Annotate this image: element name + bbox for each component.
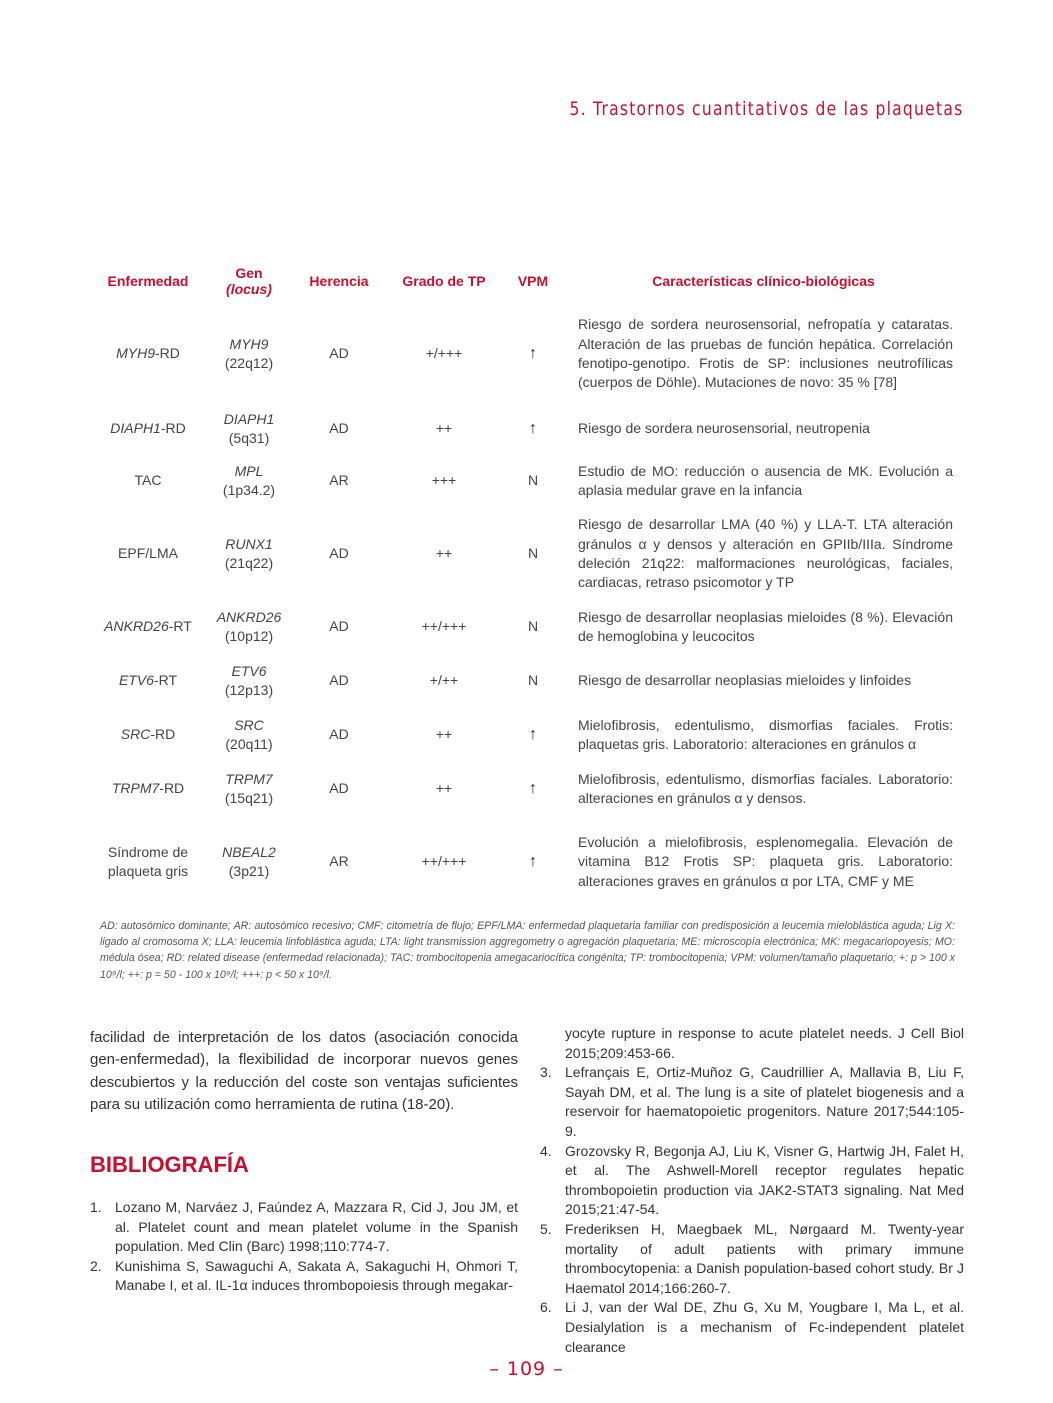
header-gene: Gen (locus)	[226, 265, 272, 297]
disease-suffix: -RD	[159, 780, 185, 797]
bibliography-heading: BIBLIOGRAFÍA	[90, 1152, 249, 1177]
gene-locus: (3p21)	[228, 863, 270, 879]
chapter-title: 5. Trastornos cuantitativos de las plaquetas	[569, 98, 963, 120]
table-footnote: AD: autosómico dominante; AR: autosómico recesivo; CMF: citometría de flujo; EPF/LMA: enfermedad plaquetaria familiar con predisposición a leucemia mieloblástica aguda; Lig X: ligado al cromosoma X; LLA: leucemia linfoblástica aguda; LTA: light transmission aggregometry o agregación plaquetaria; ME: microscopía electrónica; MK: megacariopoyesis; MO: médula ósea; RD: related disease (enfermedad relacionada); TAC: trombocitopenia amegacariocítica congénita; TP: trombocitopenia; VPM: volumen/tamaño plaquetario; +: p > 100 x 10⁹/l; ++: p = 50 - 100 x 10⁹/l; +++: p < 50 x 10⁹/l.	[100, 920, 955, 981]
vpm-cell: ↑	[529, 726, 537, 744]
vpm-cell: N	[527, 472, 539, 489]
gene-name: RUNX1	[225, 535, 273, 552]
tp-grade-cell: ++	[435, 420, 453, 437]
gene-cell	[206, 654, 292, 708]
reference-item	[90, 1198, 518, 1257]
inheritance-cell: AD	[329, 345, 349, 362]
disease-suffix: TAC	[134, 472, 162, 489]
gene-cell	[206, 708, 292, 762]
disease-table	[90, 258, 963, 908]
reference-text: Lozano M, Narváez J, Faúndez A, Mazzara R, Cid J, Jou JM, et al. Platelet count and mean platelet volume in the Spanish population. Med Clin (Barc) 1998;110:774-7.	[115, 1199, 518, 1255]
gene-name: DIAPH1	[223, 410, 275, 427]
header-inheritance: Herencia	[309, 273, 369, 289]
tp-grade-cell: +++	[431, 472, 457, 489]
gene-cell	[206, 304, 292, 404]
reference-item	[90, 1257, 518, 1296]
reference-number: 2.	[90, 1257, 102, 1274]
reference-number: 4.	[540, 1142, 552, 1159]
disease-cell	[90, 708, 206, 762]
gene-name: SRC	[234, 716, 264, 733]
gene-locus: (10p12)	[224, 628, 274, 644]
reference-text: Li J, van der Wal DE, Zhu G, Xu M, Yougbare I, Ma L, et al. Desialylation is a mechanism of Fc-independent platelet clearance	[565, 1299, 964, 1355]
gene-locus: (15q21)	[224, 790, 274, 806]
reference-item	[540, 1298, 964, 1357]
reference-text: Lefrançais E, Ortiz-Muñoz G, Caudrillier A, Mallavia B, Liu F, Sayah DM, et al. The lung is a site of platelet biogenesis and a reservoir for haematopoietic progenitors. Nature 2017;544:105-9.	[565, 1064, 964, 1139]
header-tp-grade: Grado de TP	[402, 273, 486, 289]
references-right-column	[540, 1024, 964, 1357]
table-row	[90, 762, 963, 816]
body-paragraph: facilidad de interpretación de los datos (asociación conocida gen-enfermedad), la flexibilidad de incorporar nuevos genes descubiertos y la reducción del coste son ventajas suficientes para su utilización como herramienta de rutina (18-20).	[90, 1029, 518, 1114]
table-row	[90, 454, 963, 508]
reference-text: Grozovsky R, Begonja AJ, Liu K, Visner G, Hartwig JH, Falet H, et al. The Ashwell-Morell receptor regulates hepatic thrombopoietin production via JAK2-STAT3 signaling. Nat Med 2015;21:47-54.	[565, 1142, 964, 1218]
table-row	[90, 654, 963, 708]
reference-item	[540, 1142, 964, 1220]
reference-number: 5.	[540, 1220, 552, 1237]
features-cell: Mielofibrosis, edentulismo, dismorfias faciales. Laboratorio: alteraciones en gránulos α y densos.	[578, 770, 953, 806]
header-vpm: VPM	[517, 273, 549, 289]
table-header-row	[90, 258, 963, 304]
tp-grade-cell: ++/+++	[421, 853, 467, 870]
table-row	[90, 304, 963, 404]
disease-cell	[90, 762, 206, 816]
gene-name: NBEAL2	[222, 843, 276, 860]
gene-cell	[206, 454, 292, 508]
vpm-cell: ↑	[529, 853, 537, 871]
gene-name: MPL	[234, 462, 264, 479]
vpm-cell: N	[527, 618, 539, 635]
gene-locus: (20q11)	[225, 736, 273, 752]
inheritance-cell: AD	[329, 780, 349, 797]
tp-grade-cell: ++/+++	[421, 618, 467, 635]
tp-grade-cell: ++	[435, 780, 453, 797]
reference-2-continued: yocyte rupture in response to acute platelet needs. J Cell Biol 2015;209:453-66.	[565, 1025, 964, 1061]
inheritance-cell: AR	[329, 472, 349, 489]
gene-cell	[206, 816, 292, 908]
references-left-column	[90, 1198, 518, 1296]
disease-cell	[90, 454, 206, 508]
reference-number: 1.	[90, 1199, 102, 1215]
inheritance-cell: AD	[329, 420, 349, 437]
features-cell: Riesgo de sordera neurosensorial, nefropatía y cataratas. Alteración de las pruebas de función hepática. Correlación fenotipo-genotipo. Frotis de SP: inclusiones neutrofílicas (cuerpos de Döhle). Mutaciones de novo: 35 % [78]	[578, 316, 953, 391]
reference-item	[540, 1220, 964, 1298]
features-cell: Mielofibrosis, edentulismo, dismorfias faciales. Frotis: plaquetas gris. Laboratorio: alteraciones en gránulos α	[578, 716, 953, 752]
table-row	[90, 708, 963, 762]
disease-gene-part: MYH9	[116, 345, 155, 362]
header-features: Características clínico-biológicas	[652, 273, 875, 289]
gene-locus: (12p13)	[224, 682, 274, 698]
gene-name: TRPM7	[225, 770, 273, 787]
disease-cell	[90, 600, 206, 654]
gene-cell	[206, 600, 292, 654]
gene-locus: (22q12)	[224, 355, 274, 371]
gene-name: MYH9	[229, 335, 269, 352]
inheritance-cell: AD	[329, 618, 349, 635]
features-cell: Riesgo de desarrollar LMA (40 %) y LLA-T. LTA alteración gránulos α y densos y alteración en GPIIb/IIIa. Síndrome deleción 21q22: malformaciones neurológicas, faciales, cardiacas, retraso psicomotor y TP	[578, 516, 953, 591]
disease-suffix: -RT	[168, 618, 192, 635]
vpm-cell: N	[527, 672, 539, 689]
vpm-cell: ↑	[529, 345, 537, 363]
gene-locus: (21q22)	[224, 555, 274, 571]
reference-number: 6.	[540, 1299, 552, 1316]
tp-grade-cell: ++	[435, 726, 453, 743]
table-row	[90, 600, 963, 654]
gene-locus: (5q31)	[228, 430, 270, 446]
disease-suffix: Síndrome de plaqueta gris	[107, 843, 189, 879]
disease-cell	[90, 404, 206, 454]
gene-name: ANKRD26	[216, 608, 282, 625]
reference-item	[540, 1063, 964, 1141]
disease-gene-part: ETV6	[118, 672, 154, 689]
table-row	[90, 816, 963, 908]
disease-cell	[90, 654, 206, 708]
table-row	[90, 404, 963, 454]
disease-gene-part: DIAPH1	[110, 420, 161, 437]
gene-cell	[206, 404, 292, 454]
gene-name: ETV6	[231, 662, 267, 679]
inheritance-cell: AR	[329, 853, 349, 870]
disease-cell	[90, 304, 206, 404]
disease-cell	[90, 508, 206, 600]
gene-cell	[206, 762, 292, 816]
features-cell: Riesgo de desarrollar neoplasias mieloides (8 %). Elevación de hemoglobina y leucocitos	[578, 608, 953, 644]
vpm-cell: N	[527, 545, 539, 562]
vpm-cell: ↑	[529, 420, 537, 438]
disease-suffix: -RD	[155, 345, 180, 362]
page-number: – 109 –	[489, 1358, 564, 1380]
inheritance-cell: AD	[329, 672, 349, 689]
tp-grade-cell: +/++	[429, 672, 459, 689]
disease-suffix: -RD	[160, 420, 186, 437]
disease-cell	[90, 816, 206, 908]
features-cell: Estudio de MO: reducción o ausencia de MK. Evolución a aplasia medular grave en la infancia	[578, 462, 953, 498]
table-row	[90, 508, 963, 600]
reference-text: Kunishima S, Sawaguchi A, Sakata A, Sakaguchi H, Ohmori T, Manabe I, et al. IL-1α induces thrombopoiesis through megakar-	[115, 1257, 518, 1294]
header-disease: Enfermedad	[107, 273, 189, 289]
disease-gene-part: SRC	[120, 726, 151, 743]
disease-suffix: -RT	[153, 672, 178, 689]
disease-gene-part: ANKRD26	[104, 618, 169, 635]
gene-locus: (1p34.2)	[222, 482, 276, 498]
vpm-cell: ↑	[529, 780, 537, 798]
disease-suffix: -RD	[150, 726, 176, 743]
disease-suffix: EPF/LMA	[118, 545, 178, 562]
tp-grade-cell: +/+++	[425, 345, 463, 362]
features-cell: Riesgo de desarrollar neoplasias mieloides y linfoides	[578, 672, 912, 689]
gene-cell	[206, 508, 292, 600]
features-cell: Riesgo de sordera neurosensorial, neutropenia	[578, 420, 870, 437]
inheritance-cell: AD	[329, 545, 349, 562]
tp-grade-cell: ++	[435, 545, 453, 562]
disease-gene-part: TRPM7	[111, 780, 160, 797]
features-cell: Evolución a mielofibrosis, esplenomegalia. Elevación de vitamina B12 Frotis SP: plaqueta gris. Laboratorio: alteraciones graves en gránulos α por LTA, CMF y ME	[578, 834, 953, 889]
inheritance-cell: AD	[329, 726, 349, 743]
reference-number: 3.	[540, 1064, 552, 1081]
reference-text: Frederiksen H, Maegbaek ML, Nørgaard M. Twenty-year mortality of adult patients with primary immune thrombocytopenia: a Danish population-based cohort study. Br J Haematol 2014;166:260-7.	[565, 1220, 964, 1296]
